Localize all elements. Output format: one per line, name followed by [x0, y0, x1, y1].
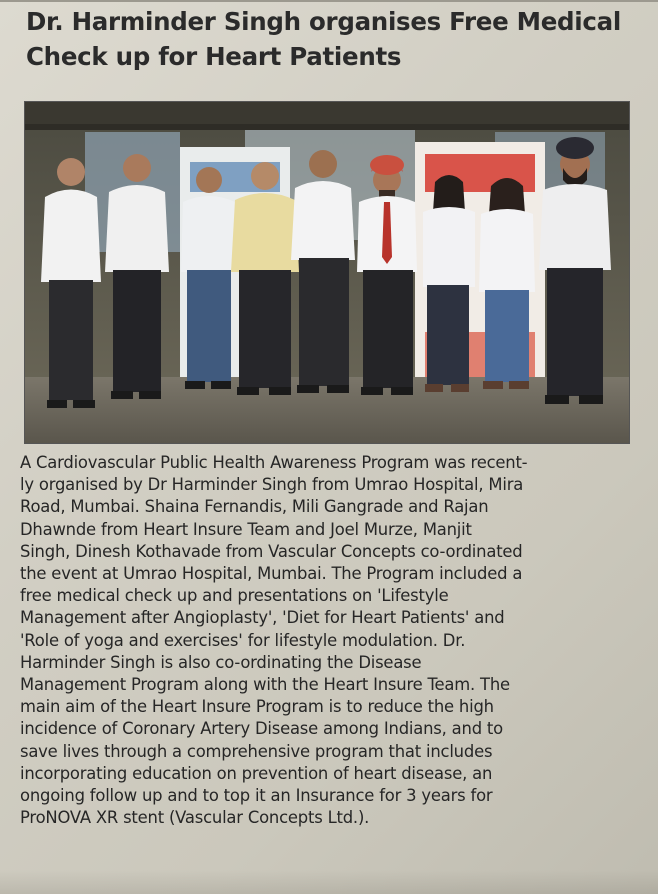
top-rule: [0, 0, 658, 2]
article-line: main aim of the Heart Insure Program is to reduce the high: [20, 697, 494, 717]
headline-line-2: Check up for Heart Patients: [26, 42, 402, 71]
article-line: incidence of Coronary Artery Disease among Indians, and to: [20, 719, 503, 739]
article-line: ProNOVA XR stent (Vascular Concepts Ltd.).: [20, 808, 370, 828]
article-line: 'Role of yoga and exercises' for lifestyle modulation. Dr.: [20, 630, 466, 650]
group-photo: [24, 101, 630, 444]
article-line: ly organised by Dr Harminder Singh from Umrao Hospital, Mira: [20, 475, 524, 495]
article-line: A Cardiovascular Public Health Awareness Program was recent-: [20, 453, 528, 472]
article-line: the event at Umrao Hospital, Mumbai. The Program included a: [20, 564, 523, 584]
article-line: incorporating education on prevention of heart disease, an: [20, 763, 493, 783]
article-line: Singh, Dinesh Kothavade from Vascular Concepts co-ordinated: [20, 541, 523, 561]
headline: [26, 4, 646, 74]
article-line: Road, Mumbai. Shaina Fernandis, Mili Gangrade and Rajan: [20, 497, 489, 517]
article-line: save lives through a comprehensive program that includes: [20, 741, 493, 761]
bottom-shadow: [0, 870, 658, 894]
article-line: Management Program along with the Heart Insure Team. The: [20, 675, 510, 695]
article-line: Harminder Singh is also co-ordinating the Disease: [20, 652, 422, 672]
article-line: Dhawnde from Heart Insure Team and Joel Murze, Manjit: [20, 519, 472, 539]
group-photo-illustration: [25, 102, 629, 443]
headline-line-1: Dr. Harminder Singh organises Free Medical: [26, 7, 621, 36]
article-line: ongoing follow up and to top it an Insurance for 3 years for: [20, 786, 493, 806]
article-line: free medical check up and presentations on 'Lifestyle: [20, 586, 449, 606]
article-body: [20, 452, 648, 829]
article-line: Management after Angioplasty', 'Diet for Heart Patients' and: [20, 608, 505, 628]
